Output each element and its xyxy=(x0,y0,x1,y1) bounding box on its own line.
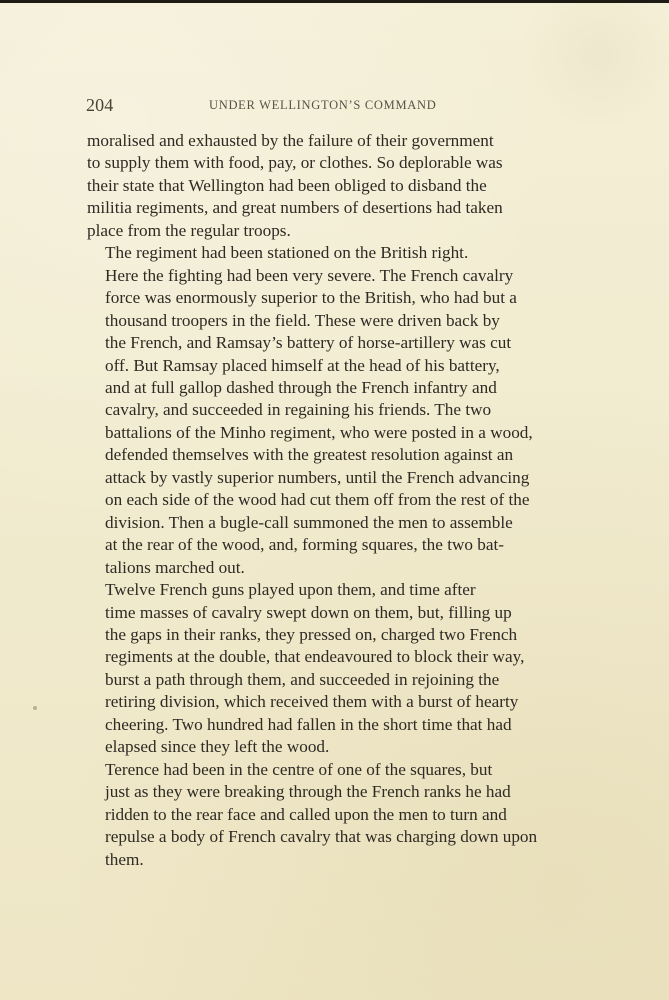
page-speck xyxy=(33,706,37,710)
text-line: just as they were breaking through the French ranks he had xyxy=(105,782,511,802)
text-line: cavalry, and succeeded in regaining his friends. The two xyxy=(105,400,492,420)
text-line: on each side of the wood had cut them off from the rest of the xyxy=(105,490,530,510)
paragraph-2 xyxy=(87,242,573,579)
text-line: Twelve French guns played upon them, and time after xyxy=(105,580,476,600)
text-line: regiments at the double, that endeavoured to block their way, xyxy=(105,647,525,667)
text-line: thousand troopers in the field. These were driven back by xyxy=(105,310,500,330)
page-header xyxy=(86,95,574,119)
text-line: defended themselves with the greatest resolution against an xyxy=(105,445,514,465)
text-line: place from the regular troops. xyxy=(87,220,291,240)
text-line: and at full gallop dashed through the French infantry and xyxy=(105,377,497,397)
text-line: ridden to the rear face and called upon the men to turn and xyxy=(105,804,507,824)
text-line: attack by vastly superior numbers, until the French advancing xyxy=(105,467,530,487)
text-line: repulse a body of French cavalry that was charging down upon xyxy=(105,827,538,847)
text-line: retiring division, which received them with a burst of hearty xyxy=(105,692,519,712)
text-line: The regiment had been stationed on the British right. xyxy=(105,243,469,263)
page-number: 204 xyxy=(86,95,114,115)
text-line: elapsed since they left the wood. xyxy=(105,737,330,757)
paragraph-1 xyxy=(87,130,573,242)
paragraph-4 xyxy=(87,759,573,871)
text-line: militia regiments, and great numbers of desertions had taken xyxy=(87,198,503,218)
running-head: UNDER WELLINGTON’S COMMAND xyxy=(209,98,437,112)
text-line: battalions of the Minho regiment, who were posted in a wood, xyxy=(105,422,533,442)
text-line: moralised and exhausted by the failure of their government xyxy=(87,131,494,150)
text-line: time masses of cavalry swept down on them, but, filling up xyxy=(105,602,512,622)
text-line: talions marched out. xyxy=(105,557,245,577)
text-line: cheering. Two hundred had fallen in the short time that had xyxy=(105,714,512,734)
text-line: burst a path through them, and succeeded in rejoining the xyxy=(105,669,500,689)
text-line: the gaps in their ranks, they pressed on, charged two French xyxy=(105,624,518,644)
text-line: to supply them with food, pay, or clothes. So deplorable was xyxy=(87,153,503,173)
text-line: at the rear of the wood, and, forming squares, the two bat- xyxy=(105,535,505,555)
text-line: off. But Ramsay placed himself at the head of his battery, xyxy=(105,355,500,375)
text-line: division. Then a bugle-call summoned the men to assemble xyxy=(105,512,513,532)
text-line: their state that Wellington had been obliged to disband the xyxy=(87,175,487,195)
paragraph-3 xyxy=(87,579,573,759)
page-body xyxy=(87,130,573,871)
text-line: force was enormously superior to the British, who had but a xyxy=(105,288,517,308)
text-line: Here the fighting had been very severe. The French cavalry xyxy=(105,265,514,285)
text-line: Terence had been in the centre of one of the squares, but xyxy=(105,759,493,779)
text-line: the French, and Ramsay’s battery of horse-artillery was cut xyxy=(105,333,512,353)
text-line: them. xyxy=(105,849,144,869)
